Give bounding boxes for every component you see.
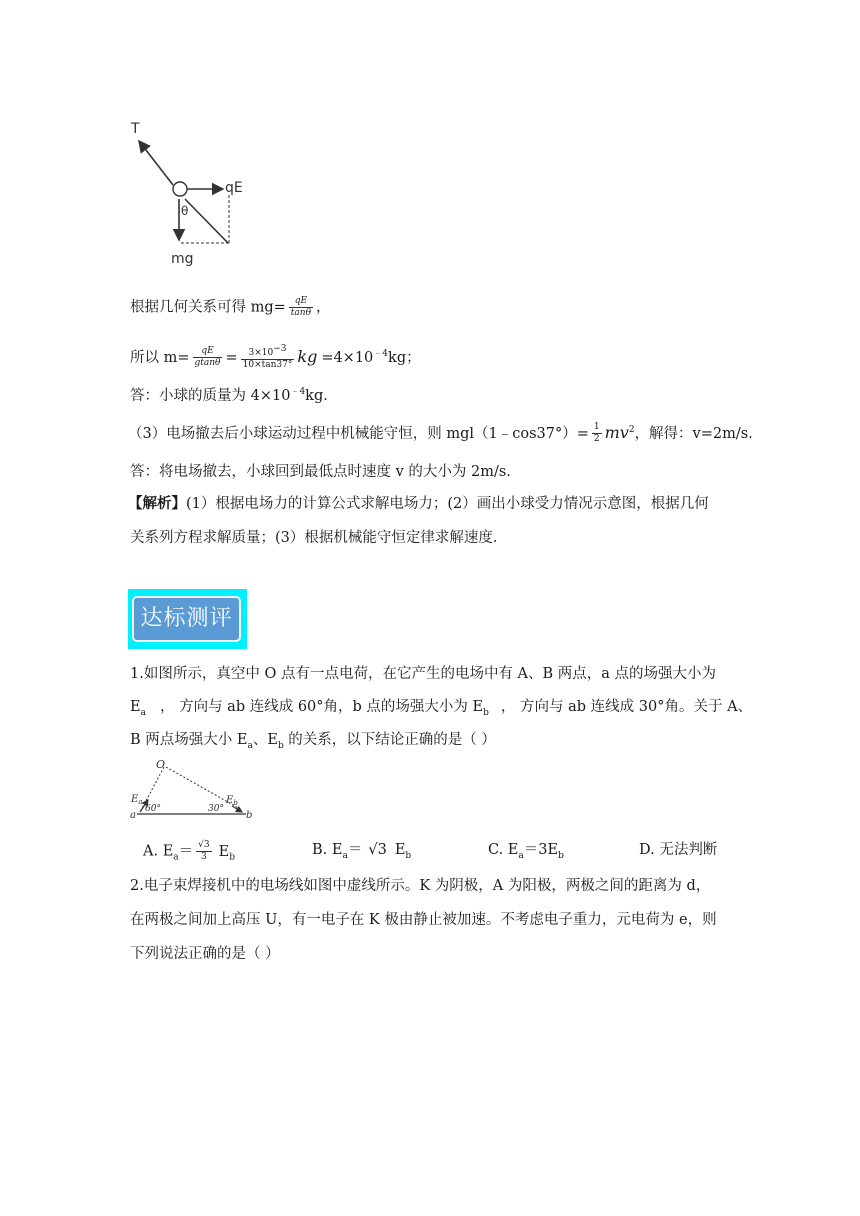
text: E — [394, 842, 406, 858]
text: ＝3E — [523, 842, 559, 858]
q2-line-2: 在两极之间加上高压 U，有一电子在 K 极由静止被加速。不考虑电子重力，元电荷为 e，则 — [130, 912, 717, 928]
subscript: b — [229, 852, 235, 863]
fraction-num: qE — [193, 346, 223, 358]
text: kg． — [305, 387, 338, 404]
text: （3）电场撤去后小球运动过程中机械能守恒，则 mgl（1﹣cos37°）= — [128, 425, 589, 442]
fraction — [196, 840, 211, 863]
subscript: a — [342, 850, 348, 861]
text: A. E — [143, 843, 174, 860]
text: E — [130, 699, 141, 715]
label-60: 60° — [145, 804, 161, 814]
subscript: a — [173, 852, 179, 863]
solution-line-4 — [128, 420, 763, 445]
q2-line-1: 2.电子束焊接机中的电场线如图中虚线所示。K 为阴极，A 为阳极，两极之间的距离为 d， — [130, 878, 711, 894]
label-Eb — [225, 795, 238, 807]
subscript: a — [247, 740, 253, 751]
fraction-num: qE — [289, 296, 313, 308]
text: ＝ — [347, 842, 363, 858]
fraction-den: tanθ — [290, 308, 311, 318]
fraction-den: gtanθ — [194, 358, 221, 369]
exponent: ﹣4 — [373, 349, 389, 359]
text: ， 方向与 ab 连线成 30°角。关于 A、 — [500, 699, 753, 715]
fraction — [289, 296, 313, 319]
label-a: a — [130, 810, 136, 820]
text: B. E — [312, 842, 343, 858]
q1-line-1: 1.如图所示，真空中 O 点有一点电荷，在它产生的电场中有 A、B 两点，a 点的场强大小为 — [130, 666, 717, 682]
subscript: b — [405, 850, 412, 861]
label-Ea — [130, 794, 143, 806]
solution-line-5: 答：将电场撤去，小球回到最低点时速度 v 的大小为 2m/s． — [130, 464, 521, 480]
fraction-num — [241, 344, 295, 360]
ball — [173, 182, 187, 196]
text: 答：小球的质量为 4×10 — [130, 387, 291, 404]
force-diagram — [125, 115, 260, 275]
triangle-diagram — [128, 758, 258, 820]
subscript: b — [233, 799, 238, 807]
fraction — [592, 422, 602, 445]
text: E — [226, 795, 234, 806]
text: = — [225, 349, 238, 366]
subscript: b — [558, 850, 564, 861]
option-A[interactable] — [143, 840, 235, 867]
text: (1）根据电场力的计算公式求解电场力；(2）画出小球受力情况示意图，根据几何 — [186, 496, 709, 512]
text: E — [218, 843, 230, 860]
label-theta: θ — [181, 204, 189, 218]
text: 3×10 — [248, 348, 274, 359]
analysis-line-2: 关系列方程求解质量；(3）根据机械能守恒定律求解速度． — [130, 530, 508, 546]
q1-line-3 — [130, 730, 496, 756]
option-C[interactable] — [488, 840, 564, 866]
section-badge — [128, 589, 247, 649]
unit: kg — [297, 346, 318, 366]
text: ， — [316, 299, 331, 316]
label-mg: mg — [171, 251, 194, 267]
analysis-line-1 — [128, 494, 709, 514]
text: E — [131, 794, 139, 805]
option-D[interactable]: D. 无法判断 — [639, 842, 718, 858]
label-qE: qE — [225, 180, 243, 196]
text: ， 方向与 ab 连线成 60°角，b 点的场强大小为 E — [159, 699, 484, 715]
text: kg； — [388, 349, 421, 366]
text: 的关系，以下结论正确的是（ ） — [283, 732, 496, 748]
tension-arrow — [139, 141, 173, 185]
fraction-den: 10×tan37° — [242, 360, 293, 371]
label-O: O — [156, 758, 166, 771]
text: 根据几何关系可得 mg= — [130, 299, 286, 316]
exponent: ﹣4 — [290, 387, 306, 397]
text: √3 — [368, 842, 387, 858]
analysis-tag: 【解析】 — [128, 495, 186, 512]
text: 所以 m= — [130, 349, 190, 366]
q2-line-3: 下列说法正确的是（ ） — [130, 946, 280, 962]
solution-line-3 — [130, 382, 338, 406]
fraction — [241, 344, 295, 371]
section-badge-inner — [132, 596, 241, 642]
q1-line-2 — [130, 697, 752, 723]
fraction-num: 1 — [593, 422, 600, 433]
solution-line-1 — [130, 296, 331, 319]
fraction-num: √3 — [198, 840, 210, 850]
option-B[interactable] — [312, 840, 411, 866]
text: C. E — [488, 842, 519, 858]
label-b: b — [246, 810, 253, 820]
subscript: b — [483, 707, 489, 718]
subscript: a — [138, 798, 143, 806]
formula: mv — [604, 422, 629, 442]
text: 、E — [252, 732, 278, 748]
diagonal-line — [185, 199, 228, 243]
fraction — [193, 346, 223, 369]
subscript: a — [140, 707, 146, 718]
exponent: 2 — [628, 425, 635, 435]
fraction-den: 3 — [201, 852, 207, 862]
section-badge-label: 达标测评 — [140, 606, 233, 631]
label-T: T — [131, 121, 140, 137]
exponent: −3 — [273, 344, 287, 355]
solution-line-2 — [130, 344, 421, 371]
subscript: b — [277, 740, 284, 751]
text: ，解得：v=2m/s． — [634, 425, 763, 442]
text: B 两点场强大小 E — [130, 732, 248, 748]
subscript: a — [518, 850, 524, 861]
fraction-den: 2 — [593, 434, 600, 445]
label-30: 30° — [208, 804, 224, 814]
text: ＝ — [178, 843, 194, 860]
text: =4×10 — [321, 349, 374, 366]
